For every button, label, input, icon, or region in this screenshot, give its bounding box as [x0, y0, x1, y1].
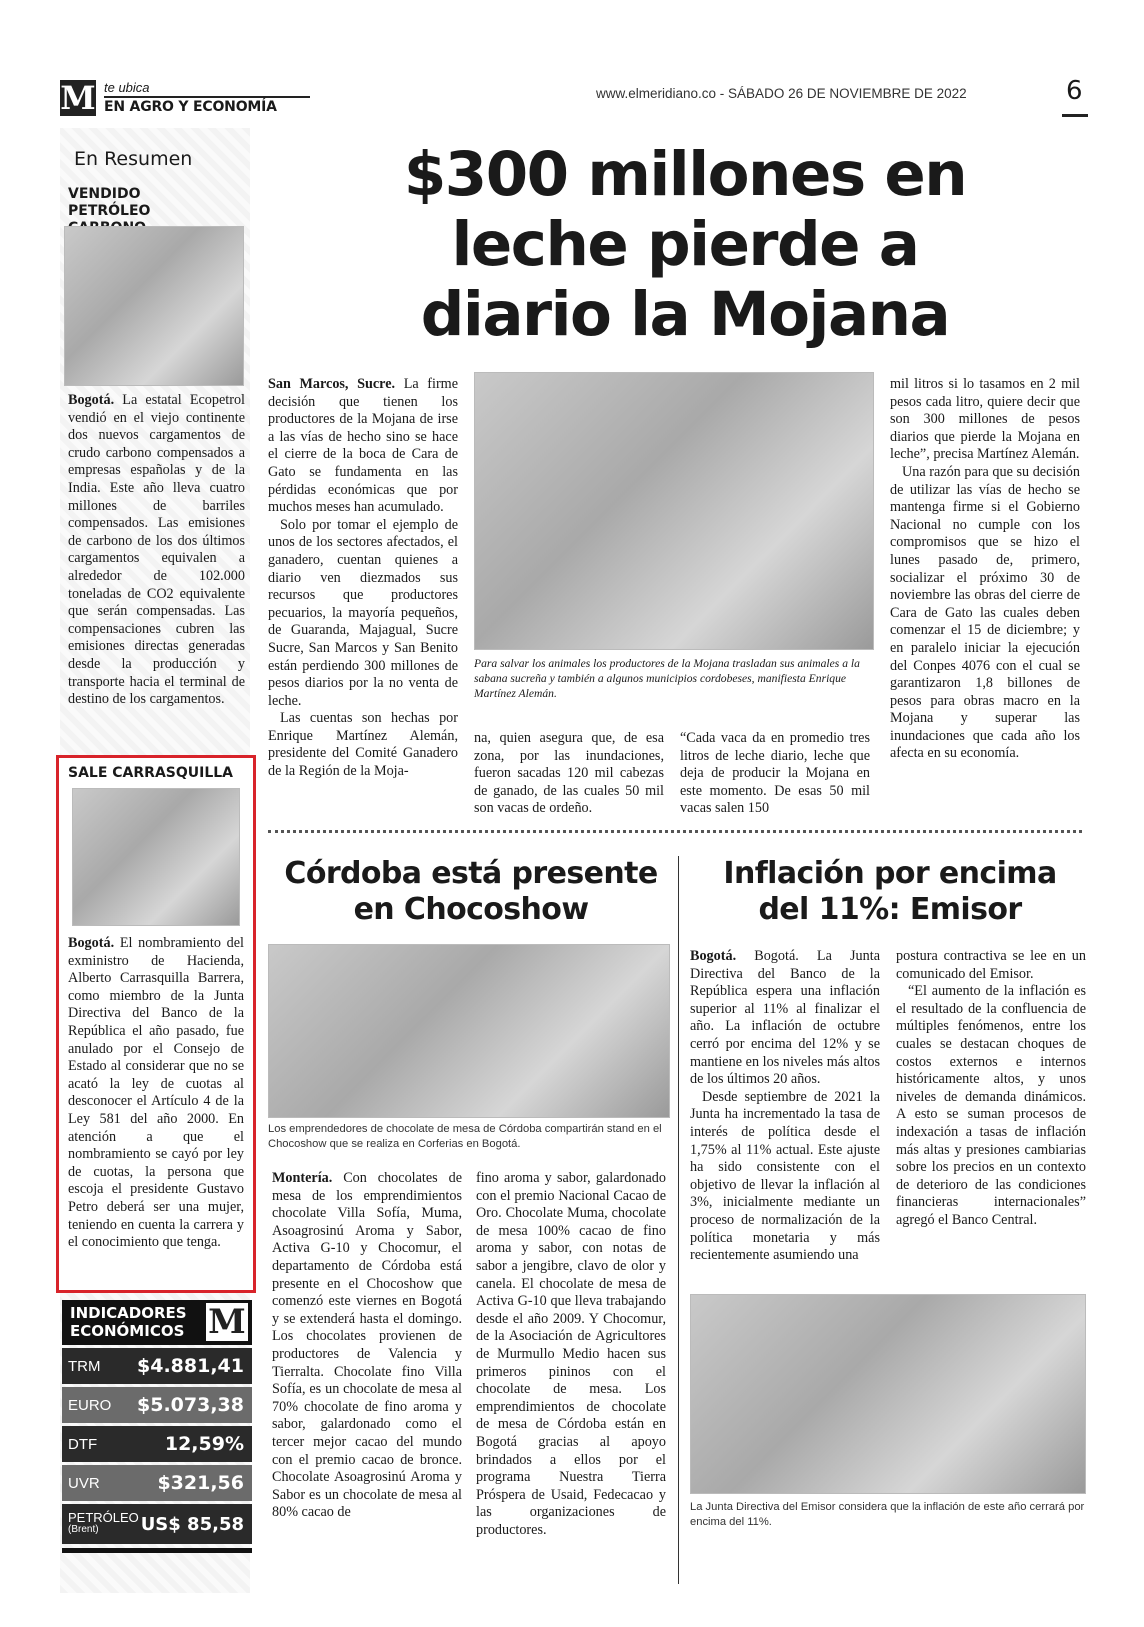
photo-caption: La Junta Directiva del Emisor considera que la inflación de este año cerrará por encima del 11%. [690, 1501, 1085, 1528]
indicators-logo: M [206, 1303, 248, 1341]
produce-market-photo [690, 1294, 1086, 1494]
cordoba-column-2 [476, 1170, 666, 1539]
main-headline [330, 140, 1040, 350]
paragraph: Desde septiembre de 2021 la Junta ha incrementado la tasa de interés de política desde el 1,75% al 11% actual. Este ajuste ha sido consistente con el objetivo de llevar la inflación al 3%, inicialmente mediante un proceso de normalización de la política monetaria y más recientemente asumiendo una [690, 1088, 880, 1264]
headline-line: Inflación por encima [723, 856, 1057, 891]
story-dateline-lead: Bogotá. [690, 948, 737, 964]
sidebar-item-lead: Bogotá. [68, 935, 115, 951]
cordoba-column-1 [272, 1170, 462, 1522]
indicator-label: DTF [68, 1435, 98, 1453]
inflation-column-1 [690, 948, 880, 1265]
dateline: www.elmeridiano.co - SÁBADO 26 DE NOVIEMBRE DE 2022 [596, 86, 967, 101]
sidebar-item-body: La estatal Ecopetrol vendió en el viejo continente dos nuevos cargamentos de crudo carbono compensados a empresas españolas y de la India. Este año lleva cuatro millones de barriles compensados. Las emisiones de carbono de los dos últimos cargamentos equivalen a alrededor de 102.000 toneladas de CO2 equivalente que serán compensadas. Las compensaciones cubren las emisiones directas generadas desde la producción y transporte hacia el terminal de destino de los cargamentos. [68, 392, 245, 708]
main-story-column-2 [474, 730, 664, 818]
sidebar-title: En Resumen [74, 148, 193, 170]
mojana-photo [474, 372, 874, 650]
indicator-row-euro [62, 1387, 252, 1423]
indicator-label-group [68, 1512, 139, 1536]
headline-line: del 11%: Emisor [758, 892, 1022, 927]
page-number: 6 [1066, 76, 1083, 106]
indicator-row-dtf [62, 1426, 252, 1462]
paragraph: Bogotá. La Junta Directiva del Banco de la República espera una inflación superior al 11% al finalizar el año. La inflación de octubre cerró por encima del 12% y se mantiene en los niveles más altos de los últimos 20 años. [690, 948, 880, 1088]
main-story-column-4 [890, 376, 1080, 763]
indicator-sublabel: (Brent) [68, 1524, 99, 1535]
sidebar-item-lead: Bogotá. [68, 392, 115, 408]
column-divider [678, 856, 679, 1584]
headline-line: en Chocoshow [353, 892, 589, 927]
headline-line: $300 millones en [403, 139, 967, 210]
main-story-column-3 [680, 730, 870, 818]
paragraph: Las cuentas son hechas por Enrique Martínez Alemán, presidente del Comité Ganadero de la Región de la Moja- [268, 710, 458, 780]
section-kicker: te ubica [104, 80, 150, 95]
headline-line: Córdoba está presente [284, 856, 658, 891]
story-dateline-lead: Montería. [272, 1170, 333, 1186]
cordoba-headline [266, 856, 676, 928]
indicator-row-uvr [62, 1465, 252, 1501]
indicators-title [70, 1304, 187, 1340]
paragraph: Una razón para que su decisión de utilizar las vías de hecho se mantenga firme si el Gobierno Nacional no cumple con los compromisos que se hizo el lunes pasado de, primero, socializar el próximo 30 de noviembre las obras del cierre de Cara de Gato las cuales deben comenzar el 15 de diciembre; y en paralelo iniciar la ejecución del Conpes 4076 con el cual se garantizaron 1,8 billones de pesos para obras macro en la Mojana y superar las inundaciones que cada año los afecta en su economía. [890, 463, 1080, 762]
sidebar-item-heading: SALE CARRASQUILLA [68, 765, 234, 781]
indicators-title-line: ECONÓMICOS [70, 1322, 185, 1340]
photo-caption: Los emprendedores de chocolate de mesa de Córdoba compartirán stand en el Chocoshow que se realiza en Corferias en Bogotá. [268, 1123, 662, 1150]
carrasquilla-photo [72, 788, 240, 926]
indicator-value: $5.073,38 [137, 1394, 244, 1416]
inflation-column-2 [896, 948, 1086, 1230]
page-number-rule [1062, 114, 1088, 117]
sidebar-item-text [68, 392, 245, 709]
paragraph: Con chocolates de mesa de los emprendimientos chocolate Villa Sofía, Muma, Asoagrosinú Aroma y Sabor, Activa G-10 y Chocomur, el departamento de Córdoba está presente en el Chocoshow que comenzó este viernes en Bogotá y se extenderá hasta el domingo. Los chocolates provienen de productores de Valencia y Tierralta. Chocolate fino Villa Sofía, es un chocolate de mesa al 70% chocolate de fino aroma y sabor, galardonado como el tercer mejor cacao del mundo con el premio cacao de bronce. Chocolate Asoagrosinú Aroma y Sabor es un chocolate de mesa al 80% cacao de [272, 1170, 462, 1521]
indicator-label: UVR [68, 1474, 100, 1492]
indicator-label: TRM [68, 1357, 101, 1375]
main-story-column-1 [268, 376, 458, 781]
paragraph: postura contractiva se lee en un comunicado del Emisor. [896, 948, 1086, 982]
oil-worker-photo [64, 226, 244, 386]
sidebar-item-body: El nombramiento del exministro de Hacienda, Alberto Carrasquilla Barrera, como miembro de la Junta Directiva del Banco de la República el año pasado, fue anulado por el Consejo de Estado al considerar que no se acató la ley de cuotas al desconocer el Artículo 4 de la Ley 581 del año 2000. En atención a que el nombramiento se cayó por ley de cuotas, la persona que escoja el presidente Gustavo Petro deberá ser una mujer, teniendo en cuenta la carrera y el conocimiento que tenga. [68, 935, 244, 1251]
paragraph: La firme decisión que tienen los productores de la Mojana de irse a las vías de hecho sino se hace el cierre de la boca de Cara de Gato se fundamenta en las pérdidas económicas que por muchos meses han acumulado. [268, 376, 459, 516]
paragraph: “Cada vaca da en promedio tres litros de leche diario, leche que deja de producir la Mojana en este momento. De esas 50 mil vacas salen 150 [680, 730, 870, 817]
sidebar-item-text [68, 935, 244, 1252]
section-name: EN AGRO Y ECONOMÍA [104, 99, 277, 115]
inflation-headline [690, 856, 1090, 928]
sidebar-item-heading: VENDIDO PETRÓLEO [68, 186, 151, 219]
indicator-row-petroleo [62, 1504, 252, 1544]
headline-line: leche pierde a [451, 209, 919, 280]
paragraph: “El aumento de la inflación es el resultado de la confluencia de múltiples fenómenos, entre los cuales se destacan choques de costos externos e internos históricamente altos, y unos niveles de demanda dinámicos. A esto se suman procesos de indexación a tasas de inflación más altas y presiones cambiarias sobre los precios en un contexto de deterioro de las condiciones financieras internacionales” agregó el Banco Central. [896, 983, 1086, 1228]
indicator-row-trm [62, 1348, 252, 1384]
chocoshow-photo [268, 944, 670, 1118]
section-divider [268, 830, 1082, 833]
indicator-value: $321,56 [157, 1472, 244, 1494]
paragraph: Solo por tomar el ejemplo de unos de los sectores afectados, el ganadero, cuentan quienes a diario ven diezmados sus recursos que productores pecuarios, la mayoría pequeños, de Guaranda, Majagual, Sucre Sucre, San Marcos y San Benito están perdiendo 300 millones de pesos diarios por la no venta de leche. [268, 516, 458, 709]
indicators-title-line: INDICADORES [70, 1304, 187, 1322]
indicator-value: 12,59% [164, 1433, 244, 1455]
newspaper-logo: M [60, 79, 96, 117]
photo-caption: Para salvar los animales los productores de la Mojana trasladan sus animales a la sabana sucreña y también a algunos municipios cordobeses, manifiesta Enrique Martínez Alemán. [474, 657, 860, 700]
indicator-label: PETRÓLEO [68, 1510, 139, 1525]
indicator-label: EURO [68, 1396, 112, 1414]
indicator-value: $4.881,41 [137, 1355, 244, 1377]
indicator-value: US$ 85,58 [140, 1513, 244, 1535]
paragraph: na, quien asegura que, de esa zona, por las inundaciones, fueron sacadas 120 mil cabezas de ganado, de las cuales 50 mil son vacas de ordeño. [474, 730, 664, 817]
indicators-bottom-rule [62, 1548, 252, 1553]
headline-line: diario la Mojana [420, 279, 950, 350]
paragraph: fino aroma y sabor, galardonado con el premio Nacional Cacao de Oro. Chocolate Muma, chocolate de mesa 100% cacao de fino aroma y sabor, con notas de sabor a jengibre, clavo de olor y canela. El chocolate de mesa de Activa G-10 que lleva trabajando desde el año 2009. Y Chocomur, de la Asociación de Agricultores de Murmullo Medio hacen sus primeros pininos con el chocolate de mesa. Los emprendimientos de chocolate de mesa de Córdoba están en Bogotá gracias al apoyo brindados a ellos por el programa Nuestra Tierra Próspera de Usaid, Fedecacao y las organizaciones de productores. [476, 1170, 666, 1538]
section-rule [104, 96, 310, 98]
paragraph: mil litros si lo tasamos en 2 mil pesos cada litro, quiere decir que son 300 millones de pesos diarios que pierde la Mojana en leche”, precisa Martínez Alemán. [890, 376, 1080, 463]
story-dateline-lead: San Marcos, Sucre. [268, 376, 396, 392]
